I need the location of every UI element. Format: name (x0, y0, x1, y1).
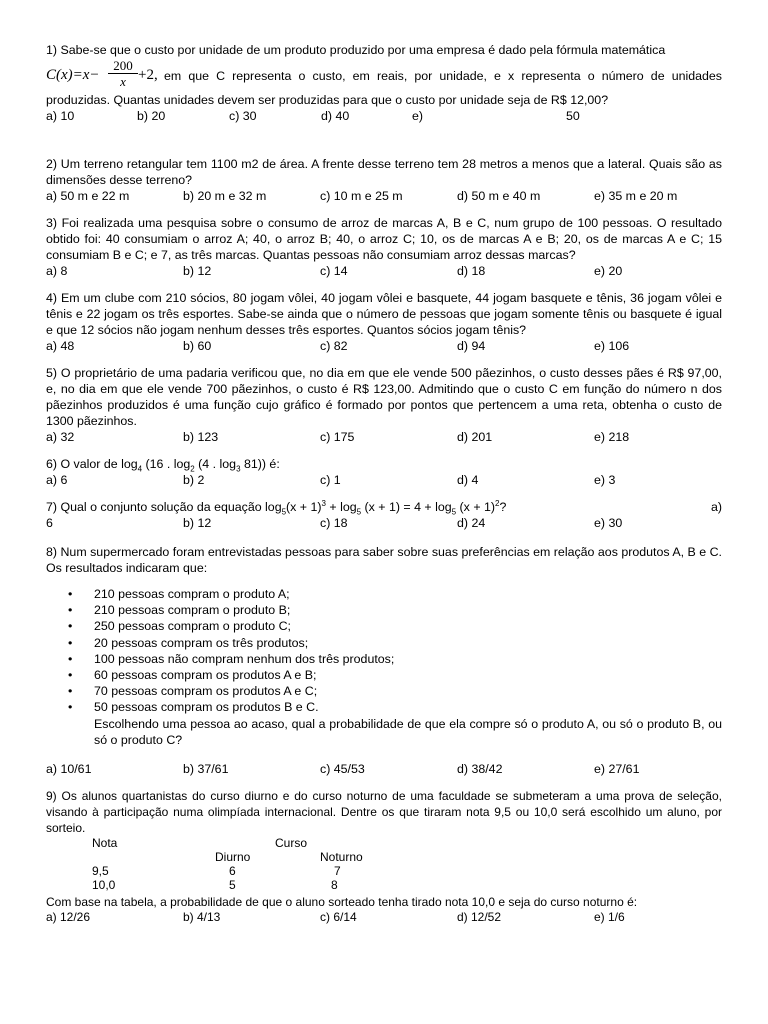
question-5 (46, 365, 722, 445)
q7-text-a: 7) Qual o conjunto solução da equação log (46, 500, 282, 514)
table-header-diurno: Diurno (215, 849, 251, 864)
q7-sup-e: 2 (495, 498, 500, 508)
question-6-stem (46, 456, 722, 472)
q6-text-b: (16 . log (142, 457, 191, 471)
question-1-formula-line (46, 58, 722, 92)
q7-text-b: (x + 1) (286, 500, 322, 514)
option-d[interactable]: d) 40 (321, 109, 350, 123)
q7-sub-a: 5 (281, 507, 287, 517)
option-c[interactable]: c) 82 (320, 339, 348, 353)
question-4-stem: 4) Em um clube com 210 sócios, 80 jogam vôlei, 40 jogam vôlei e basquete, 44 jogam basquete e tênis, 36 jogam vôlei e tênis e 22 jogam os três esportes. Sabe-se ainda que o número de pessoas que jogam somente tênis ou basquete é igual e que 12 sócios não jogam nenhum desses três esportes. Quantos sócios jogam tênis? (46, 291, 722, 337)
formula-denominator: x (120, 74, 126, 89)
list-item: • 60 pessoas compram os produtos A e B; (46, 667, 722, 683)
option-c[interactable]: c) 10 m e 25 m (320, 189, 403, 203)
question-9 (46, 788, 722, 924)
question-6-options (46, 472, 722, 488)
question-9-options (46, 910, 722, 924)
question-8-bullet-list (46, 586, 722, 716)
question-4-options (46, 338, 722, 354)
option-d[interactable]: d) 38/42 (457, 761, 503, 776)
option-c[interactable]: c) 45/53 (320, 761, 365, 776)
question-8 (46, 544, 722, 777)
option-e[interactable]: e) 106 (594, 339, 630, 353)
q7-text-f: ? (499, 500, 507, 514)
question-3 (46, 215, 722, 279)
option-e[interactable]: e) 35 m e 20 m (594, 189, 678, 203)
option-b[interactable]: b) 37/61 (183, 761, 229, 776)
option-d[interactable]: d) 18 (457, 264, 486, 278)
table-header-curso: Curso (275, 835, 308, 850)
table-row-1-noturno: 7 (334, 863, 341, 878)
option-a[interactable]: a) 8 (46, 264, 68, 278)
table-row-1-diurno: 6 (229, 863, 236, 878)
question-2-stem: 2) Um terreno retangular tem 1100 m2 de área. A frente desse terreno tem 28 metros a menos que a lateral. Quais são as dimensões desse terreno? (46, 157, 722, 187)
q6-sub-b: 2 (190, 464, 195, 474)
option-e[interactable]: e) (412, 109, 424, 123)
list-item: • 100 pessoas não compram nenhum dos três produtos; (46, 651, 722, 667)
option-a[interactable]: a) 32 (46, 430, 75, 444)
list-item: • 210 pessoas compram o produto A; (46, 586, 722, 602)
question-6 (46, 456, 722, 488)
option-a[interactable]: a) 6 (46, 473, 68, 487)
q7-text-d: (x + 1) = 4 + log (361, 500, 452, 514)
question-1 (46, 42, 722, 124)
q7-sup-b: 3 (321, 498, 326, 508)
question-8-question: Escolhendo uma pessoa ao acaso, qual a probabilidade de que ela compre só o produto A, ou só o produto B, ou só o produto C? (94, 716, 722, 747)
option-d[interactable]: d) 50 m e 40 m (457, 189, 541, 203)
option-b[interactable]: b) 20 m e 32 m (183, 189, 267, 203)
option-d[interactable]: d) 24 (457, 516, 486, 530)
question-2 (46, 156, 722, 204)
question-8-stem: 8) Num supermercado foram entrevistadas pessoas para saber sobre suas preferências em relação aos produtos A, B e C. Os resultados indicaram que: (46, 545, 722, 575)
option-d[interactable]: d) 201 (457, 430, 493, 444)
option-c[interactable]: c) 6/14 (320, 909, 357, 924)
q6-text-c: (4 . log (194, 457, 237, 471)
list-item: • 250 pessoas compram o produto C; (46, 618, 722, 634)
table-header-noturno: Noturno (320, 849, 363, 864)
table-row-2-nota: 10,0 (92, 877, 116, 892)
option-c[interactable]: c) 1 (320, 473, 341, 487)
list-item: • 210 pessoas compram o produto B; (46, 602, 722, 618)
list-item: • 50 pessoas compram os produtos B e C. (46, 699, 722, 715)
formula-fraction (108, 58, 138, 89)
q7-text-e: (x + 1) (456, 500, 496, 514)
option-c[interactable]: c) 18 (320, 516, 348, 530)
option-b[interactable]: b) 12 (183, 516, 212, 530)
question-5-options (46, 429, 722, 445)
formula-right: +2, (138, 67, 158, 83)
exercise-sheet (46, 42, 722, 924)
question-3-options (46, 263, 722, 279)
question-9-stem: 9) Os alunos quartanistas do curso diurno e do curso noturno de uma faculdade se submeteram a uma prova de seleção, visando à participação numa olimpíada internacional. Dentre os que tiraram nota 9,5 ou 10,0 será escolhido um aluno, por sorteio. (46, 788, 722, 835)
option-b[interactable]: b) 123 (183, 430, 219, 444)
option-b[interactable]: b) 12 (183, 264, 212, 278)
question-2-options (46, 188, 722, 204)
option-b[interactable]: b) 60 (183, 339, 212, 353)
q7-sub-d: 5 (451, 507, 457, 517)
question-7-stem-line (46, 499, 722, 515)
option-a[interactable]: a) 10/61 (46, 761, 92, 776)
option-e[interactable]: e) 218 (594, 430, 630, 444)
option-a[interactable]: a) 50 m e 22 m (46, 189, 130, 203)
table-row-2-diurno: 5 (229, 877, 236, 892)
grades-table (46, 836, 722, 900)
table-row-2-noturno: 8 (331, 877, 338, 892)
question-1-line-2: em que C representa o custo, em reais, por unidade, e x representa o número de unidades (164, 69, 722, 83)
option-c[interactable]: c) 14 (320, 264, 348, 278)
q7-sub-c: 5 (356, 507, 362, 517)
option-c[interactable]: c) 30 (229, 109, 257, 123)
option-c[interactable]: c) 175 (320, 430, 355, 444)
question-1-options (46, 108, 722, 124)
q6-text-a: 6) O valor de log (46, 457, 138, 471)
q6-sub-a: 4 (137, 464, 143, 474)
q7-text-c: + log (325, 500, 357, 514)
list-item: • 70 pessoas compram os produtos A e C; (46, 683, 722, 699)
option-a[interactable]: a) 12/26 (46, 909, 91, 924)
q6-text-d: 81)) é: (240, 457, 280, 471)
question-1-line-3: produzidas. Quantas unidades devem ser produzidas para que o custo por unidade seja de R$ 12,00? (46, 93, 609, 107)
option-a[interactable]: a) 48 (46, 339, 75, 353)
option-e[interactable]: e) 27/61 (594, 761, 640, 776)
question-3-stem: 3) Foi realizada uma pesquisa sobre o consumo de arroz de marcas A, B e C, num grupo de 100 pessoas. O resultado obtido foi: 40 consumiam o arroz A; 40, o arroz B; 40, o arroz C; 10, os de marcas A e B; 20, os de marcas A e C; 15 consumiam B e C; e 7, as três marcas. Quantas pessoas não consumiam arroz dessas marcas? (46, 216, 722, 262)
option-e[interactable]: e) 1/6 (594, 909, 625, 924)
option-d[interactable]: d) 12/52 (457, 909, 502, 924)
question-8-options (46, 761, 722, 777)
option-e-value[interactable]: 50 (566, 109, 580, 123)
question-1-line-1: 1) Sabe-se que o custo por unidade de um produto produzido por uma empresa é dado pela fórmula matemática (46, 43, 666, 57)
option-a-value[interactable]: 6 (46, 516, 53, 530)
option-a-label[interactable]: a) (710, 500, 722, 514)
option-e[interactable]: e) 20 (594, 264, 623, 278)
question-7-options (46, 515, 722, 531)
table-row-1-nota: 9,5 (92, 863, 109, 878)
question-5-stem: 5) O proprietário de uma padaria verificou que, no dia em que ele vende 500 pãezinhos, o custo desses pães é R$ 97,00, e, no dia em que ele vende 700 pãezinhos, o custo é R$ 123,00. Admitindo que o custo C em função do número n dos pãezinhos produzidos é uma função cujo gráfico é formado por pontos que pertencem a uma reta, obtenha o custo de 1300 pãezinhos. (46, 366, 722, 428)
option-e[interactable]: e) 3 (594, 473, 616, 487)
option-b[interactable]: b) 20 (137, 109, 166, 123)
question-7 (46, 499, 722, 531)
question-4 (46, 290, 722, 354)
formula-left: C(x)=x− (46, 67, 100, 83)
option-d[interactable]: d) 94 (457, 339, 486, 353)
option-d[interactable]: d) 4 (457, 473, 479, 487)
option-b[interactable]: b) 4/13 (183, 909, 221, 924)
option-e[interactable]: e) 30 (594, 516, 623, 530)
q6-sub-c: 3 (236, 464, 241, 474)
question-7-stem (46, 498, 507, 517)
formula-numerator: 200 (108, 58, 138, 74)
option-a[interactable]: a) 10 (46, 109, 75, 123)
list-item: • 20 pessoas compram os três produtos; (46, 635, 722, 651)
question-9-question: Com base na tabela, a probabilidade de que o aluno sorteado tenha tirado nota 10,0 e seja do curso noturno é: (46, 894, 638, 909)
option-b[interactable]: b) 2 (183, 473, 205, 487)
table-header-nota: Nota (92, 835, 118, 850)
